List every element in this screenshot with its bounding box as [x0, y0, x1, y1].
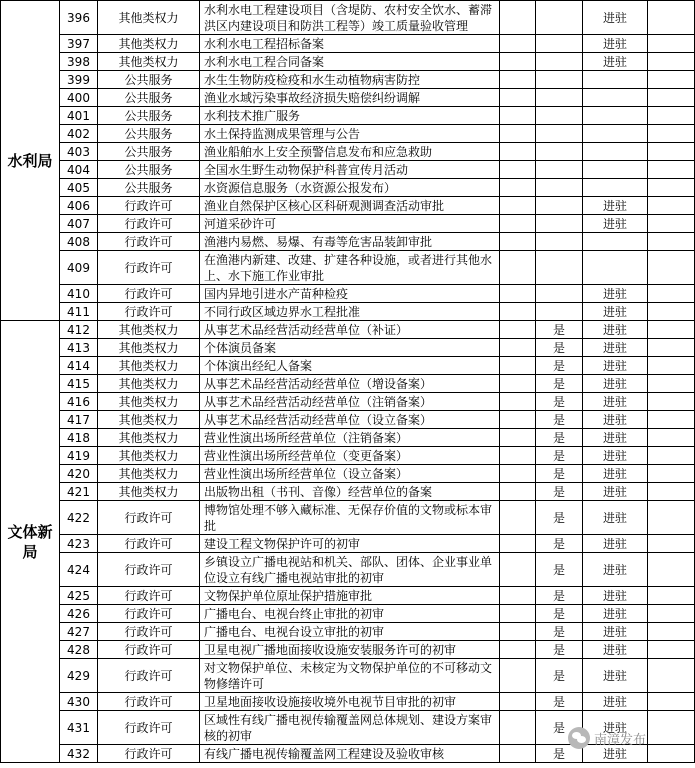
yes-flag: 是 [536, 339, 583, 357]
blank-cell [500, 107, 536, 125]
entry-status: 进驻 [583, 303, 648, 321]
yes-flag [536, 285, 583, 303]
row-number: 429 [60, 659, 98, 693]
entry-status [583, 143, 648, 161]
blank-cell [648, 107, 695, 125]
row-number: 414 [60, 357, 98, 375]
yes-flag: 是 [536, 411, 583, 429]
entry-status [583, 251, 648, 285]
yes-flag [536, 215, 583, 233]
table-row [1, 197, 695, 215]
item-name: 水利水电工程合同备案 [200, 53, 500, 71]
blank-cell [500, 483, 536, 501]
entry-status [583, 125, 648, 143]
power-type: 其他类权力 [98, 393, 200, 411]
item-name: 水利水电工程建设项目（含堤防、农村安全饮水、蓄滞洪区内建设项目和防洪工程等）竣工质量验收管理 [200, 1, 500, 35]
blank-cell [648, 393, 695, 411]
table-row [1, 215, 695, 233]
table-row [1, 483, 695, 501]
yes-flag: 是 [536, 483, 583, 501]
row-number: 418 [60, 429, 98, 447]
yes-flag [536, 35, 583, 53]
row-number: 409 [60, 251, 98, 285]
blank-cell [648, 71, 695, 89]
yes-flag: 是 [536, 321, 583, 339]
watermark [568, 727, 646, 749]
entry-status [583, 107, 648, 125]
entry-status: 进驻 [583, 375, 648, 393]
blank-cell [648, 35, 695, 53]
table-row [1, 375, 695, 393]
row-number: 408 [60, 233, 98, 251]
blank-cell [500, 125, 536, 143]
entry-status: 进驻 [583, 35, 648, 53]
yes-flag: 是 [536, 501, 583, 535]
item-name: 有线广播电视传输覆盖网工程建设及验收审核 [200, 745, 500, 763]
entry-status: 进驻 [583, 357, 648, 375]
power-type: 行政许可 [98, 215, 200, 233]
item-name: 广播电台、电视台设立审批的初审 [200, 623, 500, 641]
blank-cell [648, 339, 695, 357]
table-row [1, 53, 695, 71]
row-number: 398 [60, 53, 98, 71]
yes-flag: 是 [536, 623, 583, 641]
table-row [1, 251, 695, 285]
blank-cell [500, 197, 536, 215]
blank-cell [648, 357, 695, 375]
entry-status: 进驻 [583, 745, 648, 763]
entry-status: 进驻 [583, 659, 648, 693]
row-number: 396 [60, 1, 98, 35]
power-type: 行政许可 [98, 693, 200, 711]
table-row [1, 107, 695, 125]
table-row [1, 587, 695, 605]
entry-status: 进驻 [583, 429, 648, 447]
table-row [1, 411, 695, 429]
entry-status: 进驻 [583, 1, 648, 35]
blank-cell [648, 125, 695, 143]
yes-flag: 是 [536, 587, 583, 605]
row-number: 399 [60, 71, 98, 89]
blank-cell [500, 587, 536, 605]
item-name: 从事艺术品经营活动经营单位（注销备案） [200, 393, 500, 411]
item-name: 不同行政区域边界水工程批准 [200, 303, 500, 321]
table-row [1, 35, 695, 53]
blank-cell [500, 161, 536, 179]
power-type: 其他类权力 [98, 447, 200, 465]
blank-cell [648, 321, 695, 339]
power-type: 行政许可 [98, 251, 200, 285]
item-name: 全国水生野生动物保护科普宣传月活动 [200, 161, 500, 179]
row-number: 412 [60, 321, 98, 339]
item-name: 水生生物防疫检疫和水生动植物病害防控 [200, 71, 500, 89]
table-row [1, 393, 695, 411]
power-type: 行政许可 [98, 659, 200, 693]
blank-cell [500, 605, 536, 623]
entry-status: 进驻 [583, 641, 648, 659]
blank-cell [648, 693, 695, 711]
power-type: 公共服务 [98, 143, 200, 161]
row-number: 406 [60, 197, 98, 215]
table-row [1, 605, 695, 623]
blank-cell [500, 303, 536, 321]
table-row [1, 143, 695, 161]
yes-flag [536, 233, 583, 251]
table-row [1, 641, 695, 659]
entry-status: 进驻 [583, 393, 648, 411]
power-type: 公共服务 [98, 161, 200, 179]
power-type: 其他类权力 [98, 35, 200, 53]
blank-cell [648, 483, 695, 501]
blank-cell [648, 429, 695, 447]
power-type: 行政许可 [98, 553, 200, 587]
entry-status: 进驻 [583, 483, 648, 501]
item-name: 个体演出经纪人备案 [200, 357, 500, 375]
blank-cell [648, 465, 695, 483]
entry-status: 进驻 [583, 339, 648, 357]
row-number: 421 [60, 483, 98, 501]
blank-cell [648, 233, 695, 251]
power-type: 其他类权力 [98, 375, 200, 393]
row-number: 424 [60, 553, 98, 587]
yes-flag [536, 53, 583, 71]
item-name: 卫星电视广播地面接收设施安装服务许可的初审 [200, 641, 500, 659]
row-number: 401 [60, 107, 98, 125]
yes-flag [536, 143, 583, 161]
yes-flag: 是 [536, 429, 583, 447]
blank-cell [500, 179, 536, 197]
power-type: 行政许可 [98, 711, 200, 745]
yes-flag: 是 [536, 745, 583, 763]
blank-cell [500, 321, 536, 339]
yes-flag: 是 [536, 535, 583, 553]
table-row [1, 501, 695, 535]
row-number: 419 [60, 447, 98, 465]
table-row [1, 659, 695, 693]
row-number: 423 [60, 535, 98, 553]
blank-cell [500, 501, 536, 535]
blank-cell [648, 501, 695, 535]
row-number: 417 [60, 411, 98, 429]
table-row [1, 71, 695, 89]
blank-cell [648, 659, 695, 693]
blank-cell [500, 215, 536, 233]
yes-flag: 是 [536, 711, 583, 745]
blank-cell [648, 251, 695, 285]
yes-flag [536, 125, 583, 143]
blank-cell [500, 659, 536, 693]
row-number: 407 [60, 215, 98, 233]
blank-cell [648, 89, 695, 107]
item-name: 从事艺术品经营活动经营单位（补证） [200, 321, 500, 339]
yes-flag: 是 [536, 605, 583, 623]
row-number: 420 [60, 465, 98, 483]
table-row [1, 693, 695, 711]
power-type: 公共服务 [98, 89, 200, 107]
entry-status [583, 233, 648, 251]
row-number: 403 [60, 143, 98, 161]
item-name: 水利技术推广服务 [200, 107, 500, 125]
item-name: 对文物保护单位、未核定为文物保护单位的不可移动文物修缮许可 [200, 659, 500, 693]
power-type: 其他类权力 [98, 483, 200, 501]
entry-status: 进驻 [583, 215, 648, 233]
blank-cell [648, 179, 695, 197]
item-name: 从事艺术品经营活动经营单位（设立备案） [200, 411, 500, 429]
yes-flag [536, 89, 583, 107]
power-type: 公共服务 [98, 71, 200, 89]
row-number: 402 [60, 125, 98, 143]
row-number: 422 [60, 501, 98, 535]
power-type: 其他类权力 [98, 411, 200, 429]
watermark-text: 南漳发布 [594, 732, 647, 748]
row-number: 415 [60, 375, 98, 393]
table-row [1, 339, 695, 357]
blank-cell [648, 285, 695, 303]
row-number: 400 [60, 89, 98, 107]
item-name: 营业性演出场所经营单位（注销备案） [200, 429, 500, 447]
blank-cell [500, 1, 536, 35]
yes-flag [536, 161, 583, 179]
blank-cell [500, 357, 536, 375]
power-type: 行政许可 [98, 501, 200, 535]
row-number: 432 [60, 745, 98, 763]
blank-cell [648, 143, 695, 161]
yes-flag [536, 71, 583, 89]
table-row [1, 179, 695, 197]
entry-status: 进驻 [583, 605, 648, 623]
table-row [1, 535, 695, 553]
entry-status: 进驻 [583, 285, 648, 303]
table-row [1, 465, 695, 483]
blank-cell [648, 215, 695, 233]
yes-flag [536, 107, 583, 125]
blank-cell [648, 161, 695, 179]
blank-cell [648, 1, 695, 35]
blank-cell [500, 535, 536, 553]
table-row [1, 303, 695, 321]
table-row [1, 89, 695, 107]
table-row [1, 429, 695, 447]
item-name: 水资源信息服务（水资源公报发布） [200, 179, 500, 197]
table-row [1, 125, 695, 143]
entry-status: 进驻 [583, 587, 648, 605]
blank-cell [648, 623, 695, 641]
power-type: 公共服务 [98, 125, 200, 143]
yes-flag: 是 [536, 659, 583, 693]
yes-flag [536, 179, 583, 197]
blank-cell [500, 251, 536, 285]
row-number: 430 [60, 693, 98, 711]
entry-status: 进驻 [583, 197, 648, 215]
item-name: 河道采砂许可 [200, 215, 500, 233]
power-type: 行政许可 [98, 641, 200, 659]
blank-cell [500, 35, 536, 53]
power-type: 其他类权力 [98, 429, 200, 447]
row-number: 413 [60, 339, 98, 357]
entry-status [583, 161, 648, 179]
row-number: 410 [60, 285, 98, 303]
power-type: 其他类权力 [98, 465, 200, 483]
blank-cell [648, 303, 695, 321]
table-row [1, 553, 695, 587]
entry-status: 进驻 [583, 623, 648, 641]
table-row [1, 161, 695, 179]
power-type: 其他类权力 [98, 1, 200, 35]
item-name: 从事艺术品经营活动经营单位（增设备案） [200, 375, 500, 393]
yes-flag [536, 1, 583, 35]
table-row [1, 285, 695, 303]
blank-cell [500, 89, 536, 107]
power-type: 行政许可 [98, 285, 200, 303]
power-type: 公共服务 [98, 107, 200, 125]
item-name: 渔港内易燃、易爆、有毒等危害品装卸审批 [200, 233, 500, 251]
yes-flag: 是 [536, 553, 583, 587]
row-number: 411 [60, 303, 98, 321]
row-number: 431 [60, 711, 98, 745]
department-cell: 水利局 [1, 1, 60, 321]
blank-cell [500, 465, 536, 483]
yes-flag [536, 197, 583, 215]
entry-status [583, 89, 648, 107]
item-name: 渔业自然保护区核心区科研观测调查活动审批 [200, 197, 500, 215]
blank-cell [500, 375, 536, 393]
row-number: 427 [60, 623, 98, 641]
entry-status [583, 179, 648, 197]
row-number: 405 [60, 179, 98, 197]
blank-cell [500, 339, 536, 357]
blank-cell [500, 71, 536, 89]
item-name: 区域性有线广播电视传输覆盖网总体规划、建设方案审核的初审 [200, 711, 500, 745]
blank-cell [500, 447, 536, 465]
item-name: 营业性演出场所经营单位（变更备案） [200, 447, 500, 465]
power-type: 行政许可 [98, 587, 200, 605]
blank-cell [648, 745, 695, 763]
power-type: 行政许可 [98, 623, 200, 641]
blank-cell [500, 553, 536, 587]
blank-cell [500, 429, 536, 447]
table-row [1, 357, 695, 375]
blank-cell [500, 711, 536, 745]
entry-status: 进驻 [583, 321, 648, 339]
blank-cell [500, 745, 536, 763]
entry-status: 进驻 [583, 447, 648, 465]
blank-cell [648, 605, 695, 623]
power-type: 行政许可 [98, 197, 200, 215]
entry-status: 进驻 [583, 53, 648, 71]
blank-cell [500, 233, 536, 251]
blank-cell [500, 143, 536, 161]
yes-flag [536, 251, 583, 285]
power-type: 其他类权力 [98, 339, 200, 357]
entry-status: 进驻 [583, 535, 648, 553]
power-type: 行政许可 [98, 745, 200, 763]
blank-cell [648, 411, 695, 429]
item-name: 渔业船舶水上安全预警信息发布和应急救助 [200, 143, 500, 161]
blank-cell [648, 197, 695, 215]
yes-flag: 是 [536, 641, 583, 659]
row-number: 397 [60, 35, 98, 53]
yes-flag: 是 [536, 465, 583, 483]
entry-status [583, 71, 648, 89]
power-type: 公共服务 [98, 179, 200, 197]
item-name: 建设工程文物保护许可的初审 [200, 535, 500, 553]
yes-flag: 是 [536, 447, 583, 465]
blank-cell [648, 587, 695, 605]
blank-cell [648, 447, 695, 465]
table-row [1, 233, 695, 251]
power-type: 行政许可 [98, 233, 200, 251]
yes-flag: 是 [536, 393, 583, 411]
row-number: 416 [60, 393, 98, 411]
item-name: 博物馆处理不够入藏标准、无保存价值的文物或标本审批 [200, 501, 500, 535]
blank-cell [648, 375, 695, 393]
table-row [1, 321, 695, 339]
power-type: 行政许可 [98, 303, 200, 321]
blank-cell [648, 641, 695, 659]
item-name: 卫星地面接收设施接收境外电视节目审批的初审 [200, 693, 500, 711]
blank-cell [648, 535, 695, 553]
item-name: 渔业水域污染事故经济损失赔偿纠纷调解 [200, 89, 500, 107]
item-name: 广播电台、电视台终止审批的初审 [200, 605, 500, 623]
item-name: 水利水电工程招标备案 [200, 35, 500, 53]
blank-cell [648, 711, 695, 745]
table-row [1, 447, 695, 465]
item-name: 营业性演出场所经营单位（设立备案） [200, 465, 500, 483]
yes-flag: 是 [536, 693, 583, 711]
power-type: 行政许可 [98, 605, 200, 623]
entry-status: 进驻 [583, 501, 648, 535]
entry-status: 进驻 [583, 411, 648, 429]
blank-cell [500, 693, 536, 711]
yes-flag: 是 [536, 357, 583, 375]
department-cell: 文体新局 [1, 321, 60, 763]
row-number: 428 [60, 641, 98, 659]
row-number: 404 [60, 161, 98, 179]
item-name: 文物保护单位原址保护措施审批 [200, 587, 500, 605]
power-type: 其他类权力 [98, 357, 200, 375]
entry-status: 进驻 [583, 465, 648, 483]
blank-cell [500, 641, 536, 659]
blank-cell [500, 393, 536, 411]
entry-status: 进驻 [583, 711, 648, 745]
power-type: 行政许可 [98, 535, 200, 553]
entry-status: 进驻 [583, 553, 648, 587]
item-name: 出版物出租（书刊、音像）经营单位的备案 [200, 483, 500, 501]
blank-cell [500, 285, 536, 303]
blank-cell [648, 553, 695, 587]
blank-cell [500, 53, 536, 71]
table-row [1, 1, 695, 35]
power-type: 其他类权力 [98, 321, 200, 339]
wechat-icon [568, 727, 590, 749]
yes-flag [536, 303, 583, 321]
yes-flag: 是 [536, 375, 583, 393]
blank-cell [500, 411, 536, 429]
row-number: 426 [60, 605, 98, 623]
item-name: 个体演员备案 [200, 339, 500, 357]
table-row [1, 623, 695, 641]
item-name: 水土保持监测成果管理与公告 [200, 125, 500, 143]
item-name: 乡镇设立广播电视站和机关、部队、团体、企业事业单位设立有线广播电视站审批的初审 [200, 553, 500, 587]
item-name: 在渔港内新建、改建、扩建各种设施，或者进行其他水上、水下施工作业审批 [200, 251, 500, 285]
row-number: 425 [60, 587, 98, 605]
item-name: 国内异地引进水产苗种检疫 [200, 285, 500, 303]
entry-status: 进驻 [583, 693, 648, 711]
blank-cell [648, 53, 695, 71]
power-type: 其他类权力 [98, 53, 200, 71]
blank-cell [500, 623, 536, 641]
